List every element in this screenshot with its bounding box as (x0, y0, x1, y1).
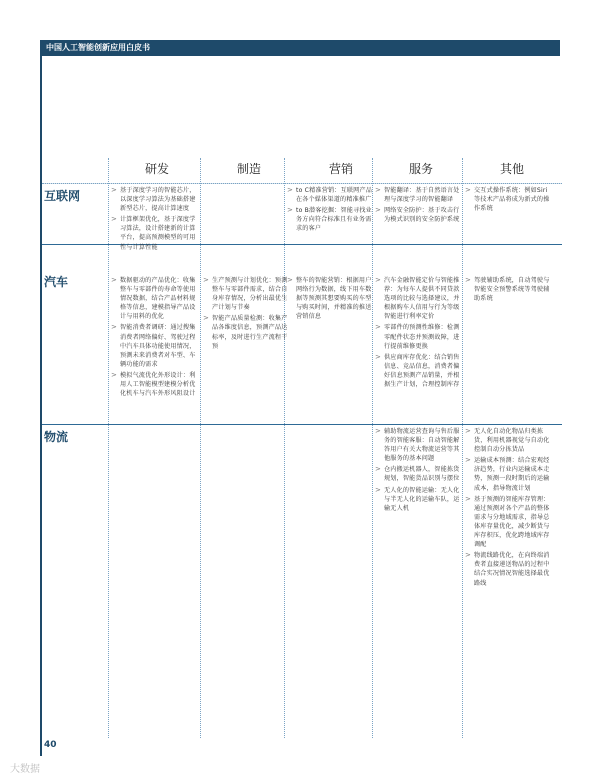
cell-item (111, 186, 199, 213)
cell-item-text: 基于预测的智能库存管理：通过预测对各个产品的整体需求与分地域需求，指导总体库存量优化，减少断货与库存积压，优化跨地域库存调配 (474, 495, 550, 549)
cell-item (111, 371, 199, 398)
cell-item (111, 323, 199, 368)
cell-item (375, 323, 463, 350)
bullet-arrow-icon: > (375, 427, 382, 435)
bullet-arrow-icon: > (375, 206, 382, 215)
cell-item-text: 辅助物流运营查询与售后服务的智能客服：自动智能解答用户有关大物流运营等其他服务的基本问题 (384, 428, 460, 463)
cell-item-text: 计算框架优化，基于深度学习算法，设计搭建新的计算平台，提高预测模型的可用性与计算性能 (120, 216, 196, 251)
cell-item-text: 汽车金融智能定价与智能推荐：为每车人提供不同贷款选项的比较与选择建议，并根据购车人信用与行为等级智能进行利率定价 (384, 277, 460, 321)
cell-item (375, 427, 463, 463)
cell-item (203, 314, 291, 350)
cell-item (287, 186, 375, 204)
cell-item (111, 215, 199, 251)
cell-logistics-service (375, 427, 463, 515)
document-title: 中国人工智能创新应用白皮书 (46, 43, 150, 52)
cell-item (375, 353, 463, 389)
left-rule (40, 56, 42, 756)
row-label-internet: 互联网 (44, 189, 81, 203)
cell-item (375, 465, 463, 483)
cell-internet-service (375, 186, 463, 226)
cell-automotive-other (465, 276, 553, 305)
bullet-arrow-icon: > (111, 215, 118, 224)
column-divider (284, 158, 285, 738)
bullet-arrow-icon: > (465, 551, 472, 560)
bullet-arrow-icon: > (465, 186, 472, 194)
row-label-logistics: 物流 (44, 430, 69, 444)
cell-item-text: 智能消费者调研：通过搜集消费者网络偏好、驾驶过程中汽车具体功能使用情况，预测未来消费者对车型、车辆功能的需求 (120, 324, 196, 368)
cell-item-text: 生产预测与计划优化：预测整车与零部件需求，结合自身库存情况，分析出最优生产计划与节奏 (212, 277, 288, 312)
bullet-arrow-icon: > (203, 276, 210, 284)
row-rule-2 (42, 424, 562, 425)
bullet-arrow-icon: > (375, 276, 382, 284)
cell-item (465, 427, 553, 454)
cell-item (375, 186, 463, 204)
header-rule-shade (42, 183, 562, 184)
column-divider (372, 158, 373, 738)
bullet-arrow-icon: > (111, 370, 118, 379)
cell-automotive-marketing (287, 276, 375, 323)
bullet-arrow-icon: > (203, 314, 210, 323)
column-header-manufacturing: 制造 (236, 162, 261, 176)
cell-item-text: 智能产品质量检测：收集产品各维度信息，预测产品达标率，及时进行生产流程干预 (212, 315, 288, 350)
cell-item-text: 基于深度学习的智能芯片，以深度学习算法为基础搭建新型芯片，提高计算速度 (120, 187, 196, 213)
bullet-arrow-icon: > (287, 186, 294, 194)
bullet-arrow-icon: > (111, 186, 118, 194)
cell-item (375, 206, 463, 224)
bullet-arrow-icon: > (465, 456, 472, 465)
cell-item (111, 276, 199, 321)
bullet-arrow-icon: > (375, 352, 382, 361)
column-header-rd: 研发 (144, 162, 169, 176)
cell-item-text: to C精准营销：互联网产品在各个媒体渠道的精准推广 (296, 187, 373, 204)
cell-internet-rd (111, 186, 199, 254)
column-header-marketing: 营销 (328, 162, 353, 176)
cell-item-text: 网络安全防护：基于攻击行为模式识别的安全防护系统 (384, 207, 460, 224)
cell-item-text: 无人化自动化物品归类拣货，利用机器视觉与自动化控制自动分拣货品 (474, 428, 550, 454)
column-divider (200, 158, 201, 738)
cell-logistics-other (465, 427, 553, 590)
cell-automotive-service (375, 276, 463, 391)
bullet-arrow-icon: > (375, 465, 382, 474)
cell-automotive-rd (111, 276, 199, 400)
cell-item (465, 551, 553, 587)
cell-automotive-manufacturing (203, 276, 294, 353)
cell-item (287, 276, 375, 321)
cell-item-text: to B潜客挖掘：智能寻找业务方向符合标准且有业务需求的客户 (296, 207, 372, 233)
bullet-arrow-icon: > (287, 276, 294, 284)
cell-item (287, 206, 375, 233)
cell-item-text: 仓内搬运机器人，智能拣货规划，智能货品识别与摆位 (384, 466, 460, 483)
bullet-arrow-icon: > (111, 323, 118, 332)
cell-item-text: 交互式操作系统：例如Siri等技术产品将成为新式的操作系统 (474, 187, 550, 213)
cell-item-text: 零部件的预测性维修：检测零配件状态并预测故障，进行提前维修更换 (384, 324, 460, 350)
bullet-arrow-icon: > (111, 276, 118, 284)
cell-item (203, 276, 294, 312)
cell-internet-other (465, 186, 553, 215)
column-header-other: 其他 (499, 162, 524, 176)
column-divider (108, 158, 109, 738)
cell-item-text: 整车的智能营销：根据用户网络行为数据，线下用车数据等预测其想要购买的车型与购买时间，并精准的推送营销信息 (296, 277, 372, 321)
page-number: 40 (44, 740, 57, 750)
bullet-arrow-icon: > (375, 186, 382, 194)
row-label-automotive: 汽车 (44, 275, 69, 289)
bullet-arrow-icon: > (375, 485, 382, 494)
watermark-text: 大数据 (10, 764, 40, 775)
cell-item-text: 物流线路优化，在向终端消费者直接递送物品的过程中结合实况情况智能选择最优路线 (474, 552, 550, 587)
cell-item-text: 数据驱动的产品优化：收集整车与零部件的寿命等使用情况数据，结合产品材料规格等信息，建模指导产品设计与用料的优化 (120, 277, 196, 321)
cell-item-text: 驾驶辅助系统，自动驾驶与智能安全预警系统等驾驶辅助系统 (474, 277, 550, 303)
cell-item (375, 486, 463, 513)
cell-item-text: 供应商库存优化：结合销售信息、竞品信息，消费者偏好信息预测产品销量，并根据生产计划，合理控制库存 (384, 353, 460, 389)
cell-item (465, 276, 553, 303)
cell-item-text: 运输成本预测：结合宏观经济趋势，行业内运输成本走势，预测一段时期后的运输成本，指导物流计划 (474, 457, 550, 492)
bullet-arrow-icon: > (465, 427, 472, 435)
column-header-service: 服务 (408, 162, 433, 176)
cell-item (465, 456, 553, 492)
bullet-arrow-icon: > (465, 494, 472, 503)
cell-item-text: 无人化的智能运输：无人化与半无人化的运输车队，运输无人机 (384, 486, 460, 512)
bullet-arrow-icon: > (465, 276, 472, 284)
header-bar (40, 40, 560, 56)
cell-internet-marketing (287, 186, 375, 235)
cell-item (465, 495, 553, 550)
cell-item (465, 186, 553, 213)
cell-item-text: 智能翻译：基于自然语言处理与深度学习的智能翻译 (384, 187, 460, 204)
cell-item-text: 模拟气流优化外形设计：利用人工智能模型建模分析优化机车与汽车外形风阻设计 (120, 371, 196, 398)
bullet-arrow-icon: > (375, 323, 382, 332)
cell-item (375, 276, 463, 321)
bullet-arrow-icon: > (287, 206, 294, 215)
